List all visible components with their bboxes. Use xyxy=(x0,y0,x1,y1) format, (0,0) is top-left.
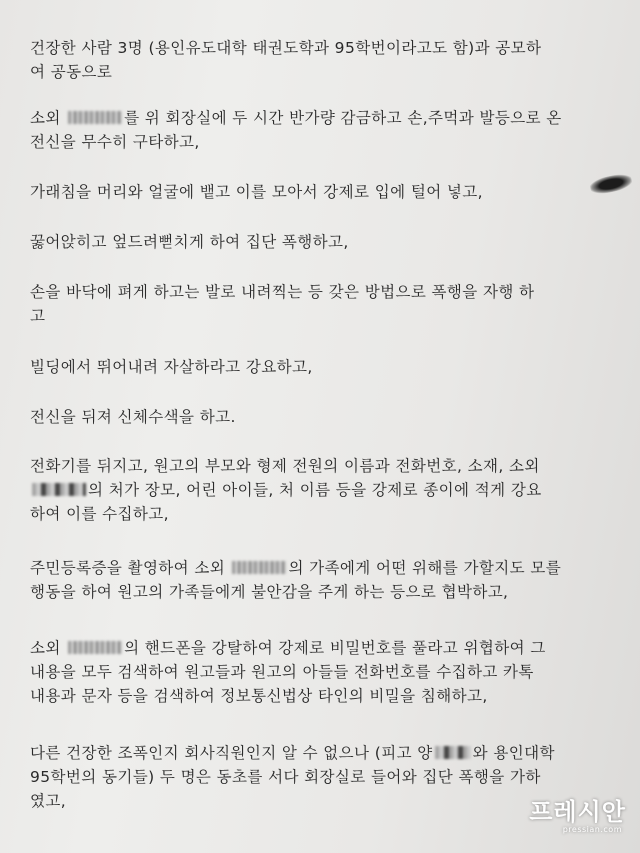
text-line: 꿇어앉히고 엎드려뻗치게 하여 집단 폭행하고, xyxy=(30,233,349,251)
redaction-blur xyxy=(435,746,471,759)
paragraph xyxy=(30,741,610,813)
text-line: 95학번의 동기들) 두 명은 동초를 서다 회장실로 들어와 집단 폭행을 가하 xyxy=(30,768,541,786)
redaction-blur xyxy=(68,641,122,654)
redaction-blur xyxy=(232,561,286,574)
paragraph xyxy=(30,280,610,328)
paragraph xyxy=(30,230,610,254)
paragraph xyxy=(30,454,610,526)
text-line: 내용과 문자 등을 검색하여 정보통신법상 타인의 비밀을 침해하고, xyxy=(30,687,488,705)
text-segment: 를 위 회장실에 두 시간 반가량 감금하고 손,주먹과 발등으로 온 xyxy=(124,109,562,127)
text-line: 여 공동으로 xyxy=(30,63,113,81)
text-segment: 다른 건장한 조폭인지 회사직원인지 알 수 없으나 (피고 양 xyxy=(30,744,433,762)
redaction-blur xyxy=(68,111,122,124)
pressian-watermark xyxy=(529,799,626,835)
paragraph xyxy=(30,636,610,708)
paragraph xyxy=(30,556,610,604)
text-line: 빌딩에서 뛰어내려 자살하라고 강요하고, xyxy=(30,358,313,376)
ink-smudge xyxy=(589,172,633,196)
text-line: 전신을 뒤져 신체수색을 하고. xyxy=(30,408,236,426)
text-line: 전신을 무수히 구타하고, xyxy=(30,133,200,151)
text-line xyxy=(30,741,610,765)
paragraph xyxy=(30,36,610,84)
text-line: 하여 이를 수집하고, xyxy=(30,505,169,523)
text-segment: 와 용인대학 xyxy=(472,744,555,762)
text-line: 내용을 모두 검색하여 원고들과 원고의 아들들 전화번호를 수집하고 카톡 xyxy=(30,663,534,681)
text-segment: 주민등록증을 촬영하여 소외 xyxy=(30,559,231,577)
text-line: 행동을 하여 원고의 가족들에게 불안감을 주게 하는 등으로 협박하고, xyxy=(30,583,509,601)
text-segment: 의 가족에게 어떤 위해를 가할지도 모를 xyxy=(288,559,562,577)
text-line: 손을 바닥에 펴게 하고는 발로 내려찍는 등 갖은 방법으로 폭행을 자행 하 xyxy=(30,283,535,301)
paragraph xyxy=(30,405,610,429)
text-line: 고 xyxy=(30,307,46,325)
paragraph xyxy=(30,106,610,154)
paragraph xyxy=(30,355,610,379)
paragraph xyxy=(30,180,610,204)
text-line xyxy=(30,478,610,502)
text-segment: 의 처가 장모, 어린 아이들, 처 이름 등을 강제로 종이에 적게 강요 xyxy=(88,481,542,499)
watermark-site: pressian.com xyxy=(562,825,622,834)
text-line: 전화기를 뒤지고, 원고의 부모와 형제 전원의 이름과 전화번호, 소재, 소외 xyxy=(30,457,540,475)
text-segment: 소외 xyxy=(30,109,67,127)
text-segment: 소외 xyxy=(30,639,67,657)
text-line: 가래침을 머리와 얼굴에 뱉고 이를 모아서 강제로 입에 털어 넣고, xyxy=(30,183,483,201)
text-line: 건장한 사람 3명 (용인유도대학 태권도학과 95학번이라고도 함)과 공모하 xyxy=(30,39,542,57)
redaction-blur xyxy=(32,483,86,496)
text-line: 였고, xyxy=(30,792,67,810)
text-line xyxy=(30,556,610,580)
text-line xyxy=(30,106,610,130)
text-line xyxy=(30,636,610,660)
text-segment: 의 핸드폰을 강탈하여 강제로 비밀번호를 풀라고 위협하여 그 xyxy=(124,639,546,657)
watermark-brand: 프레시안 xyxy=(529,798,626,826)
